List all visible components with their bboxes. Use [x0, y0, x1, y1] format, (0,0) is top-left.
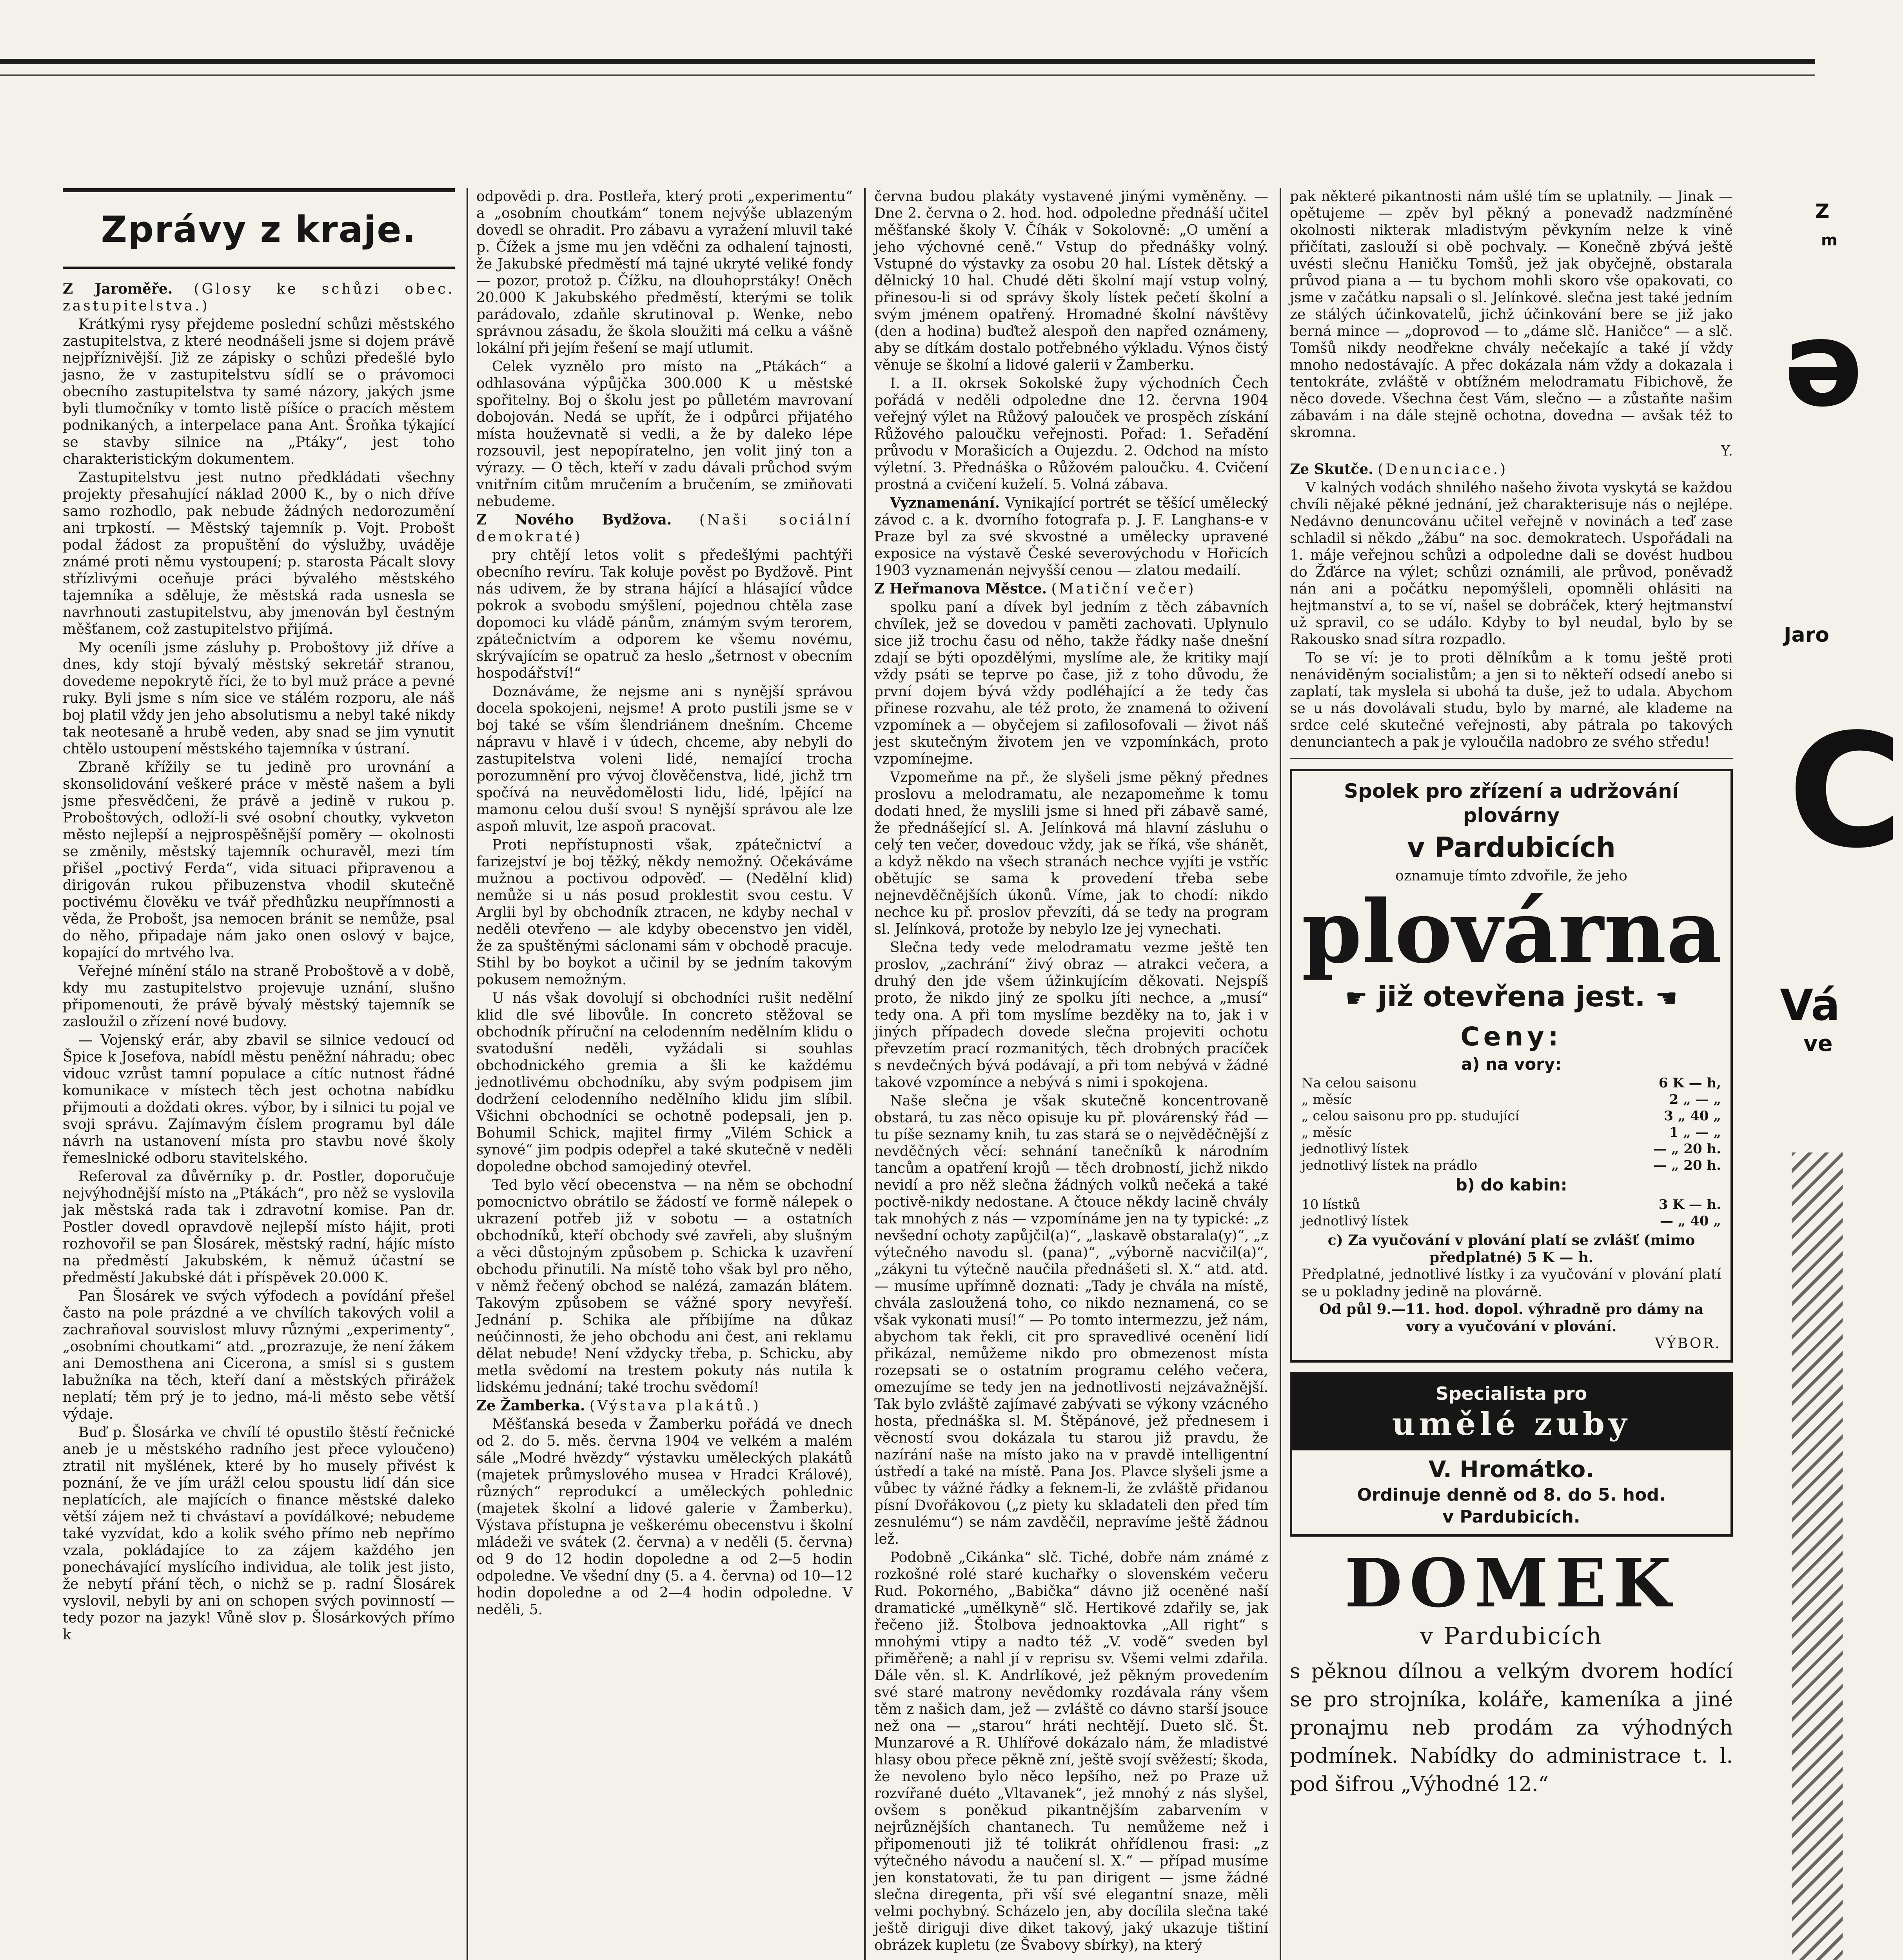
article-title: Z Nového Bydžova. — [476, 512, 672, 528]
price-value: 2 „ — „ — [1669, 1092, 1721, 1108]
ad-heading: DOMEK — [1344, 1544, 1678, 1623]
column-1 — [63, 188, 455, 1960]
ad-product: umělé zuby — [1392, 1405, 1631, 1443]
ad-swimming-pool — [1290, 769, 1733, 1363]
paragraph: Podobně „Cikánka“ slč. Tiché, dobře nám známé z rozkošné rolé staré kuchařky o slovenském večeru Rud. Pokorného, „Babička“ dávno již oceněné naší dramatické „umělkyně“ slč. Hertikové zdařily se, jak řečeno již. Štolbova jednoaktovka „All right“ s mnohými vtipy a nadto též „V. vodě“ sveden byl přiměřeně; a nahl jí v reprisu sv. Všemi velmi zdařila. Dále věn. sl. K. Andrlíkové, jež pěkným provedením své staré matrony nevědomky rozdávala rány všem těm z našich dam, jež — zvláště co dávno starší jsouce než ona — „starou“ hráti nechtějí. Dueto slč. Št. Munzarové a R. Uhlířové dokázalo nám, že mladistvé hlasy obou přece pěkně zní, ještě svojí svěžestí; škoda, že nevoleno bylo něco lepšího, než po Praze už rozvířané duéto „Vltavanek“, jež mnohý z nás slyšel, ovšem s poněkud pikantnějším zabarvením v nejrůznějších chantanech. Tu nemůžeme než i připomenouti již té tolikrát ohřídlenou frasi: „z výtečného návodu a naučení sl. X.“ — případ musíme jen konstatovati, že tu pan dirigent — jsme žádné slečna diregenta, při vší své elegantní snaze, měli velmi pochybný. Scházelo jen, aby docílila slečna také ještě diriguji dive diket takový, jaký ukazuje tištiní obrázek kupletu (ze Švabovy sbírky), na který — [874, 1550, 1268, 1953]
price-row — [1302, 1124, 1721, 1141]
paragraph: Referoval za důvěrníky p. dr. Postler, doporučuje nejvýhodnější místo na „Ptákách“, pro něž se vyslovila jak městská rada tak i zdravotní komise. Pan dr. Postler dovedl opravdově nejlepší místo hájit, proti rozhovořil se pan Šlosárek, městský radní, hájíc místo na předměstí Jakubském, k němuž účastní se předměstí Jakubské dát i příspěvek 20.000 K. — [63, 1169, 455, 1286]
ad-title: Spolek pro zřízení a udržování plovárny — [1344, 780, 1679, 827]
article-subtitle: (Glosy ke schůzi obec. zastupitelstva.) — [63, 281, 455, 314]
price-row — [1302, 1141, 1721, 1157]
ad-opened-text: již otevřena jest. — [1377, 980, 1645, 1013]
paragraph: Slečna tedy vede melodramatu vezme ještě ten proslov, „zachrání“ živý obraz — atrakci večera, a druhý den jde všem úžinkujícím děkovati. Nejspíš proto, že nikdo jiný ze spolku jíti nechce, a „musí“ tedy ona. A při tom myslíme bezděky na to, jak i v jiných případech dovede slečna projeviti ochotu převzetím prací rozmanitých, těch drobných pracíček s nevdečných bývá podávají, a při tom nebývá v žádné takové vzpomínce a nebývá s nimi i spokojena. — [874, 940, 1268, 1091]
paragraph: Proti nepřístupnosti však, zpátečnictví a farizejství je boj těžký, někdy nemožný. Očekáváme mužnou a poctivou odpověď. — (Nedělní klid) nemůže si u nás posud proklestit svou cestu. V Arglii byl by obchodník ztracen, ne kdyby nechal v neděli otevřeno — ale kdyby obecenstvo jen viděl, že za spuštěnými sáclonami sám v obchodě pracuje. Stihl by bo boykot a učinil by se jedním takovým pokusem nemožným. — [476, 837, 853, 988]
article-lead — [1290, 461, 1733, 478]
column-3 — [874, 188, 1268, 1960]
price-list-b — [1302, 1196, 1721, 1229]
price-list-a — [1302, 1075, 1721, 1174]
ad-heading: Specialista pro — [1435, 1383, 1587, 1405]
paragraph: Krátkými rysy přejdeme poslední schůzi městského zastupitelstva, z které neodnášeli jsme si dojem právě nejpříznivější. Již ze zápisky o schůzi předešlé bylo jasno, že v zastupitelstvu sídlí se o právomoci obecního zastupitelstva ty samé názory, jakých jsme byli tlumočníky v tomto listě píšíce o pracích městem podnikaných, a interpelace pana Ant. Šroňka týkající se stavby silnice na „Ptáky“, jest toho charakteristickým dokumentem. — [63, 316, 455, 467]
column-divider-1 — [467, 188, 468, 1960]
prices-title: Ceny: — [1460, 1022, 1562, 1052]
article-lead — [63, 281, 455, 314]
column-4 — [1290, 188, 1733, 1960]
ad-notice: oznamuje tímto zdvořile, že jeho — [1395, 868, 1627, 884]
price-label: jednotlivý lístek na prádlo — [1302, 1158, 1478, 1174]
ad-city: v Pardubicích. — [1442, 1507, 1580, 1527]
price-row — [1302, 1196, 1721, 1213]
ad-house — [1290, 1546, 1733, 1798]
top-rule-thin — [0, 74, 1815, 76]
paragraph: Zastupitelstvu jest nutno předkládati všechny projekty přesahující náklad 2000 K., by o nich dříve samo rozhodlo, pak nebude žádných nedorozumění ani trpkostí. — Městský tajemník p. Vojt. Probošt podal žádost za propuštění do výslužby, uváděje známé proti němu vystoupení; p. starosta Pácalt slovy střízlivými oceňuje práci bývalého městského tajemníka a sděluje, že městská rada usnesla se navrhnouti zastupitelstvu, aby jmenován byl čestným měšťanem, což zastupitelstvo přijímá. — [63, 470, 455, 637]
paragraph: — Vojenský erár, aby zbavil se silnice vedoucí od Špice k Josefova, nabídl městu peněžní náhradu; obec vidouc vzrůst tamní populace a cítíc nutnost řádné komunikace v místech těch jest ochotna nabídku přijmouti a doždati okres. výbor, by i silnici tu pojal ve svoji správu. Zajímavým číslem programu byl dále návrh na ustanovení místa pro stavbu nové školy řemeslnické odboru stavitelského. — [63, 1032, 455, 1166]
price-label: „ měsíc — [1302, 1125, 1352, 1141]
ad-opened-line — [1302, 979, 1721, 1016]
price-label: jednotlivý lístek — [1302, 1141, 1409, 1157]
column-2 — [476, 188, 853, 1960]
paragraph: Měšťanská beseda v Žamberku pořádá ve dnech od 2. do 5. měs. června 1904 ve velkém a malém sále „Modré hvězdy“ výstavku uměleckých plakátů (majetek průmyslového musea v Hradci Králové), různých“ reprodukcí a uměleckých pohlednic (majetek školní a lidové galerie v Žamberku). Výstava přístupna je veškerému obecenstvu i školní mládeži ve svátek (2. června) a v neděli (5. června) od 9 do 12 hodin dopoledne a od 2—5 hodin odpoledne. Ve všední dny (5. a 4. června) od 10—12 hodin dopoledne a od 2—4 hodin odpoledne. V neděli, 5. — [476, 1416, 853, 1618]
article-title: Z Jaroměře. — [63, 281, 173, 297]
paragraph: I. a II. okrsek Sokolské župy východních Čech pořádá v neděli odpoledne dne 12. června 1904 veřejný výlet na Růžový palouček ve prospěch získání Růžového paloučku veřejnosti. Pořad: 1. Seřadění průvodu v Morašicích a Oujezdu. 2. Odchod na místo výletní. 3. Přednáška o Růžovém paloučku. 4. Cvičení prostná a cvičení kuželí. 5. Volná zábava. — [874, 376, 1268, 493]
decorative-border — [1792, 1152, 1843, 1960]
pointing-hand-icon: ☚ — [1655, 984, 1678, 1013]
ad-signature: VÝBOR. — [1655, 1336, 1721, 1352]
fragment-text: Z — [1815, 200, 1830, 223]
article-lead — [476, 1397, 853, 1414]
fragment-glyph: C — [1788, 701, 1903, 883]
price-value: — „ 40 „ — [1660, 1213, 1721, 1229]
paragraph: Celek vyznělo pro místo na „Ptákách“ a odhlasována výpůjčka 300.000 K u městské spořitelny. Boj o školu jest po půlletém mavrovaní dobojován. Nedá se upřít, že i odpůrci přijatého místa houževnatě si vedli, a že by daleko lépe rozsouvil, jest nepopíratelno, jen volit jiný ton a výrazy. — O těch, kteří v zadu dávali průchod svým vnitřním citům mručením a bručením, se zmiňovati nebudeme. — [476, 359, 853, 510]
ad-text: s pěknou dílnou a velkým dvorem hodící se pro strojníka, koláře, kameníka a jiné pronajmu neb prodám za výhodných podmínek. Nabídky do administrace t. l. pod šifrou „Výhodné 12.“ — [1290, 1660, 1733, 1797]
lesson-price: c) Za vyučování v plování platí se zvlášť (mimo předplatné) 5 K — h. — [1327, 1232, 1695, 1266]
prices-b-heading: b) do kabin: — [1455, 1175, 1567, 1195]
paragraph: Veřejné mínění stálo na straně Proboštově a v době, kdy mu zastupitelstvo projevuje uznání, slušno připomenouti, že právě bývalý městský tajemník se zasloužil o zřízení nové budovy. — [63, 963, 455, 1030]
price-label: „ měsíc — [1302, 1092, 1352, 1108]
top-rule — [0, 59, 1815, 64]
price-label: 10 lístků — [1302, 1197, 1360, 1213]
paragraph: Ted bylo věcí obecenstva — na něm se obchodní pomocnictvo obrátilo se žádostí ve formě nálepek o ukrazení potřeb již v sobotu — a ostatních obchodníků, kteří obchody své zavřeli, aby slušným a věci důstojným způsobem p. Schicka k uzavření obchodu přinutili. Na místě toho však byl pro něho, v němž řečený obchod se nalézá, zamazán blátem. Takovým způsobem se vážné spory nevyřeší. Jednání p. Schika ale příbijíme na důkaz neúčinnosti, že jeho obchodu ani čest, ani reklamu dělat nebude! Není vždycky třeba, p. Schicku, aby metla svědomí na trestem pokuty nás nutila k lidskému jednání; také trochu svědomí! — [476, 1177, 853, 1396]
ad-note: Předplatné, jednotlivé lístky i za vyučování v plování platí se u pokladny jedině na plovárně. — [1302, 1267, 1721, 1300]
fragment-text: m — [1821, 231, 1838, 249]
ad-hours: Ordinuje denně od 8. do 5. hod. — [1357, 1485, 1666, 1505]
price-label: jednotlivý lístek — [1302, 1213, 1409, 1229]
price-value: 3 „ 40 „ — [1664, 1108, 1721, 1124]
fragment-text: ve — [1803, 1031, 1833, 1056]
price-label: Na celou saisonu — [1302, 1075, 1417, 1091]
sign-off: Y. — [1721, 443, 1733, 459]
paragraph: Zbraně křížily se tu jedině pro urovnání a skonsolidování veškeré práce v městě našem a byli jsme přesvědčeni, že právě a jedině v rukou p. Proboštových, odloží-li své osobní choutky, vykveton město nejlepší a nejprospěšnější poměry — okolnosti se změnily, městský tajemník ochuravěl, mezi tím přišel „poctivý Ferda“, vida situaci připravenou a dirigován rukou přibuzenstva vhodil skutečně poctivému člověku ve tvář předhůzku neupřímnosti a věda, že Probošt, jsa nemocen bránit se nemůže, psal do něho, připadaje nám jako onen oslový v bajce, kopající do mrtvého lva. — [63, 759, 455, 961]
price-row — [1302, 1213, 1721, 1229]
section-heading — [63, 188, 455, 269]
paragraph: června budou plakáty vystavené jinými vyměněny. — Dne 2. června o 2. hod. hod. odpoledne přednáší učitel měšťanské školy V. Číhák v Sokolovně: „O umění a jeho výchovné ceně.“ Vstup do přednášky volný. Vstupné do výstavky za osobu 20 hal. Lístek dětský a dělnický 10 hal. Chudé děti školní mají vstup volný, přinesou-li si od správy školy lístek pečetí školní a svým jménem opatřený. Hromadné školní návštěvy (den a hodina) buďtež alespoň den napřed oznámeny, aby se dítkám dostalo potřebného výkladu. Výnos čistý věnuje se školní a lidové galerii v Žamberku. — [874, 189, 1268, 373]
fragment-glyph: ə — [1784, 296, 1864, 433]
price-value: 6 K — h, — [1658, 1075, 1721, 1091]
divider — [1290, 758, 1733, 759]
notice-title: Vyznamenání. — [890, 495, 1000, 511]
price-row — [1302, 1157, 1721, 1174]
paragraph: V kalných vodách shnilého našeho života vyskytá se každou chvíli nějaké pěkné jednání, jež charakterisuje nás o nejlépe. Nedávno denuncovánu učitel veřejně v novinách a teď zase schladil si někdo „žábu“ na soc. demokratech. Uspořádali na 1. máje veřejnou schůzi a odpoledne dali se dovést hudbou do Žďárce na výlet; schůzi oznámili, ale průvod, poněvadž nán ani a počátku nepomýšleli, opomněli ohlásiti na hejtmanství a, to se ví, našel se dobráček, který hejtmanství už spravil, co se událo. Kdyby to byl neudal, bylo by se Rakousko snad sítra rozpadlo. — [1290, 480, 1733, 648]
adjacent-page-fragment — [1780, 102, 1903, 1960]
column-divider-3 — [1280, 188, 1281, 1960]
notice — [874, 495, 1268, 579]
prices-a-heading: a) na vory: — [1461, 1054, 1562, 1074]
price-row — [1302, 1075, 1721, 1091]
ad-big-word: plovárna — [1302, 881, 1722, 982]
section-title: Zprávy z kraje. — [101, 208, 417, 250]
paragraph: pak některé pikantnosti nám ušlé tím se uplatnily. — Jinak — opětujeme — zpěv byl pěkný a ponevadž nadzmíněné okolnosti nikterak mladistvým pěvkyním nelze k vině přičítati, zaslouží si obě pochvaly. — Konečně zbývá ještě uvésti slečnu Haničku Tomšů, jež jak obyčejně, obstarala průvod piana a — tu bychom mohli skoro vše opakovati, co jsme v začátku napsali o sl. Jelínkové. slečna jest také jedním ze stálých účinkovatelů, jichž účinkování bere se již jako berná mince — „doprovod — to „dáme slč. Haničce“ — a slč. Tomšů nikdy neodřekne chvály nečekajíc a také jí vždy mnoho nedostávajíc. A přec dokázala nám vždy a dokazala i tentokráte, zvláště v obtížném melodramatu Fibichově, že něco dovede. Všechna čest Vám, slečno — a zůstaňte našim zábavám i na dále stejně ochotna, dovedna — avšak též to skromna. — [1290, 189, 1733, 441]
column-divider-2 — [864, 188, 866, 1960]
price-row — [1302, 1091, 1721, 1108]
article-subtitle: (Naši sociální demokraté) — [476, 512, 853, 545]
paragraph: U nás však dovolují si obchodníci rušit nedělní klid dle své libovůle. In concreto stěžoval se obchodník příruční na celodenním nedělním klidu o svatodušní neděli, vyžádali si souhlas obchodnického gremia a šli ke každému jednotlivému obchodníku, aby svým podpisem jim dodržení celodenního nedělního klidu jim slíbil. Všichni obchodníci se ochotně podepsali, jen p. Bohumil Schick, majitel firmy „Vilém Schick a synové“ jim podpis odepřel a také skutečně v neděli dopoledne obchod samojediný otevřel. — [476, 990, 853, 1175]
paragraph: Buď p. Šlosárka ve chvílí té opustilo štěstí řečnické aneb je u městského radního jest přece vyloučeno) ztratil nit myšlének, které by ho musely přivést k poznání, že ve jím urážl celou spoustu lidí dán sice neplatících, ale majících o finance městské daleko větší zájem než ti chvástaví a povídálkové; nebudeme také vyzvídat, kdo a kolik svého přímo neb nepřímo vzala, pokládajíce to za zájem každého jen ponechávající myslícího individua, ale tolik jest jisto, že nebytí přání těch, o nichž se p. radní Šlosárek vyslovil, nebyli by ani on schopen svých povinností — tedy pozor na jazyk! Vůně slov p. Šlosárkových přímo k — [63, 1425, 455, 1643]
article-subtitle: (Matiční večer) — [1051, 581, 1196, 597]
ad-hours: Od půl 9.—11. hod. dopol. výhradně pro dámy na vory a vyučování v plování. — [1319, 1301, 1704, 1335]
article-lead — [874, 581, 1268, 597]
ad-city: v Pardubicích — [1420, 1622, 1603, 1650]
paragraph: My oceníli jsme zásluhy p. Proboštovy již dříve a dnes, kdy stojí bývalý městský sekretář stranou, dovedeme nepokrytě říci, že to byl muž práce a pevné ruky. Byli jsme s ním sice ve stálém rozporu, ale náš boj platil vždy jen jeho absolutismu a nebyl také nikdy tak neotesaně a hrubě veden, aby snad se jim vynutit chtělo ustoupení městského tajemníka v ústraní. — [63, 640, 455, 757]
ad-dentist-header — [1292, 1374, 1730, 1450]
paragraph: Doznáváme, že nejsme ani s nynější správou docela spokojeni, nejsme! A proto pustili jsme se v boj také se vším šlendriánem dnešním. Chceme nápravu v hlavě i v údech, chceme, aby nebyli do zastupitelstva voleni lidé, nemající trocha porozumnění pro vývoj člověčenstva, lidé, jichž trn spočívá na neuvědomělosti lidu, lidé, lpějící na mamonu celou duší svou! S nynější správou ale lze aspoň mluvit, lze aspoň pracovat. — [476, 684, 853, 835]
paragraph: Vzpomeňme na př., že slyšeli jsme pěkný přednes proslovu a melodramatu, ale nezapomeňme k tomu dodati hned, že myslili jsme si hned při zábavě samé, že přednášející sl. A. Jelínková má hlavní zásluhu o celý ten večer, dovedouc vždy, jak se říká, vše shánět, a když někdo na všech stranách nechce vyjíti je vstříc obětujíc se sama k provedení třeba sebe nejnevděčnějších úkonů. Víme, jak to chodí: nikdo nechce ku př. proslov převzíti, dá se tedy na program sl. Jelínková, protože by nebylo lze jej vynechati. — [874, 769, 1268, 937]
paragraph: odpovědi p. dra. Postleřa, který proti „experimentu“ a „osobním choutkám“ tonem nejvýše ublazeným dovedl se ohradit. Pro zábavu a vyražení mluvil také p. Čížek a jsme mu jen vděčni za odhalení tajnosti, že Jakubské předměstí má tajné ukryté veliké fondy — pozor, protož p. Čížku, na dlouhoprstáky! Oněch 20.000 K Jakubského předměstí, kterými se tolik parádovalo, zdaňle skrutinoval p. Wenke, nebo správnou zásadu, že škola sloužiti má celku a vášně lokální při jejím řešení se mají utlumit. — [476, 189, 853, 356]
paragraph: To se ví: je to proti dělníkům a k tomu ještě proti nenáviděným socialistům; a jen si to někteří odsedí anebo si zaplatí, tak myslela si ubohá ta duše, jež to udala. Abychom se u nás dovolávali studu, bylo by marné, ale klademe na srdce celé skutečné veřejnosti, aby pátrala po takových denunciantech a pak je vyloučila nadobro ze svého středu! — [1290, 650, 1733, 750]
fragment-text: Jaro — [1784, 623, 1829, 647]
ad-name: V. Hromátko. — [1428, 1456, 1594, 1483]
paragraph: spolku paní a dívek byl jedním z těch zábavních chvílek, jež se dovedou v paměti zachovati. Uplynulo sice již trochu času od něho, takže řádky naše dnešní zdají se býti opozdělými, myslíme ale, že kritiky mají vždy psáti se teprve po čase, již z toho důvodu, že první dojem bývá vždy podléhající a že tedy čas přinese rozvahu, ale též proto, že znamená to oživení vzpomínek a — obyčejem si zafilosofovali — život náš jest skutečným životem jen ve vzpomínkách, proto vzpomínejme. — [874, 599, 1268, 767]
notice-text: Vynikající portrét se těšící umělecký závod c. a k. dvorního fotografa p. J. F. Langhans-e v Praze byl za své skvostné a umělecky upravené exposice na výstavě České severovýchodu v Hořicích 1903 vyznamenán nejvyšší cenou — zlatou medailí. — [874, 495, 1268, 579]
article-subtitle: (Denunciace.) — [1378, 461, 1508, 477]
ad-city: v Pardubicích — [1407, 831, 1616, 864]
article-lead — [476, 512, 853, 545]
article-title: Ze Žamberka. — [476, 1397, 585, 1414]
price-value: — „ 20 h. — [1653, 1158, 1721, 1174]
paragraph: Naše slečna je však skutečně koncentrovaně obstará, tu zas něco opisuje ku př. plovárenský řád — tu píše seznamy knih, tu zas stará se o nejvěděčnější z nevděčných věcí: sehnání tanečníků k národním tancům a opatření krojů — těch drobností, jichž nikdo nevidí a pro něž slečna žádných volků nečeká a také poctivě-nikdy nedostane. A čtouce někdy lacině chvály tak mnohých z nás — vzpomínáme jen na ty typické: „z nevšední ochoty zapůjčil(a)“, „laskavě obstarala(y)“, „z výtečného navodu sl. (pana)“, „výborně nacvičil(a)“, „zákyni tu výtečně naučila přednášeti sl. X.“ atd. atd. — musíme upřímně doznati: „Tady je chvála na místě, chvála zasloužená toho, co nikdo neznamená, co se však vykonati musí!“ — Po tomto intermezzu, jež nám, abychom tak řekli, cit pro spravedlivé ocenění lidí přikázal, nemůžeme nikdo pro obmezenost místa rozepsati se o ostatním programu celého večera, omezujíme se tedy jen na jednotlivosti nejzávažnější. Tak bylo zvláště zajímavé zabývati se výkony vzácného hosta, přednáška sl. M. Štěpánové, jež přednesem i věcností svou dokázala tu starou již pravdu, že nazírání naše na místo jako na v pravdě intelligentní ústředí a také na místě. Pana Jos. Plavce slyšeli jsme a vůbec ty vážné řádky a feknem-li, že zvláště přidanou písní Dvořákovou („z piety ku skladateli den před tím zesnulému“) se nám zavděčil, nepravíme ještě žádnou lež. — [874, 1093, 1268, 1547]
fragment-text: Vá — [1780, 980, 1840, 1030]
pointing-hand-icon: ☛ — [1345, 984, 1368, 1013]
price-label: „ celou saisonu pro pp. studující — [1302, 1108, 1520, 1124]
price-row — [1302, 1108, 1721, 1124]
article-subtitle: (Výstava plakátů.) — [589, 1398, 761, 1414]
price-value: — „ 20 h. — [1653, 1141, 1721, 1157]
price-value: 3 K — h. — [1658, 1197, 1721, 1213]
article-title: Ze Skutče. — [1290, 461, 1373, 477]
article-title: Z Heřmanova Městce. — [874, 581, 1047, 597]
price-value: 1 „ — „ — [1669, 1125, 1721, 1141]
paragraph: pry chtějí letos volit s předešlými pachtýři obecního revíru. Tak koluje pověst po Bydžově. Pint nás udivem, že by strana hájící a hlásající vůdce pokrok a svobodu smýšlení, pojednou chtěla zase dopomoci ku vládě pánům, známým svým terorem, zpátečnictvím a odporem ke všemu novému, skrývajícím se opatruč za heslo „šetrnost v obecním hospodářství!“ — [476, 547, 853, 681]
paragraph: Pan Šlosárek ve svých výfodech a povídání přešel často na pole prázdné a ve chvílích takových volil a zachraňoval souvislost mluvy různými „experimenty“, „osobními choutkami“ atd. „prozrazuje, že není žákem ani Demosthena ani Cicerona, a smísl si s gustem labužníka na těch, kteří daní a městských přirážek neplatí; těm prý je to jedno, má-li město sebe větší výdaje. — [63, 1288, 455, 1422]
ad-dentist — [1290, 1372, 1733, 1537]
